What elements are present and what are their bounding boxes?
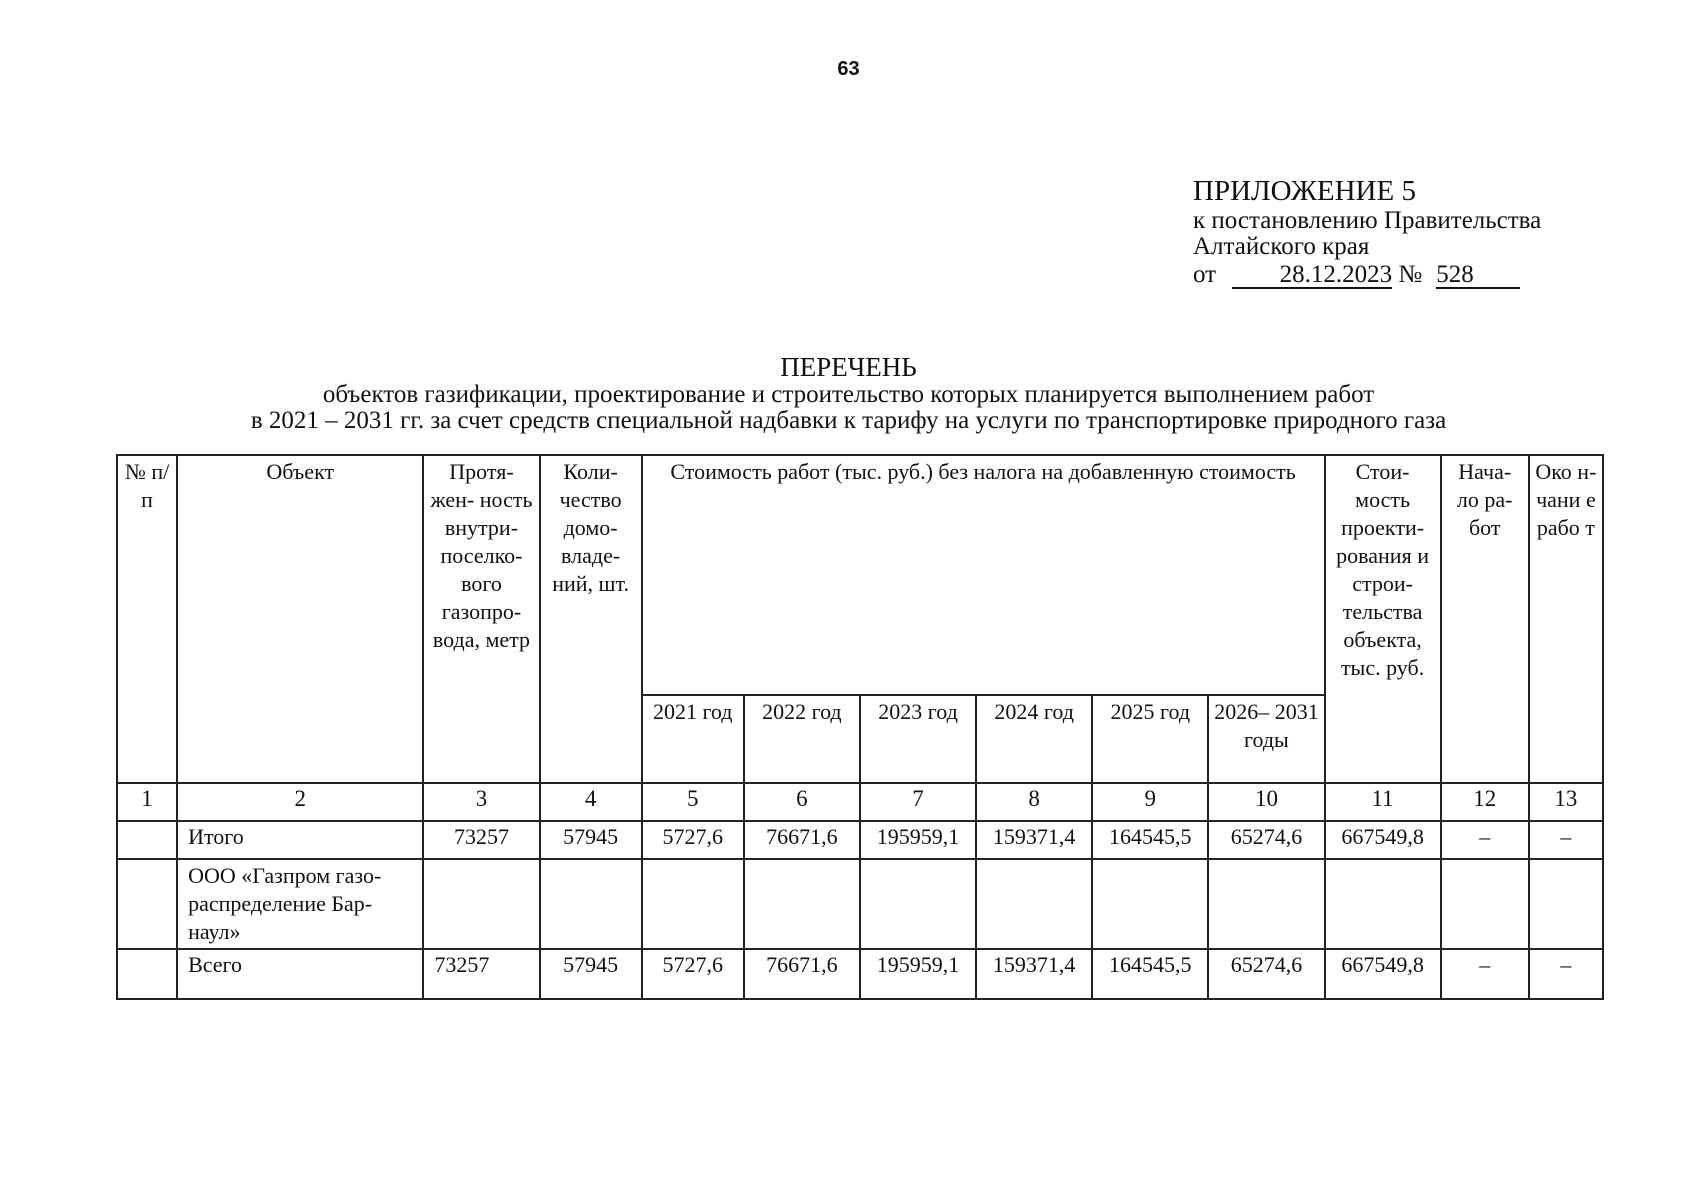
header-num: № п/п (117, 455, 177, 783)
cell-total (1325, 859, 1441, 949)
column-number: 3 (423, 783, 539, 821)
cell-2026-2031: 65274,6 (1208, 821, 1324, 859)
header-year-2025: 2025 год (1092, 695, 1208, 783)
cell-num (117, 949, 177, 999)
column-number: 7 (860, 783, 976, 821)
document-heading (0, 352, 1697, 434)
cell-num (117, 821, 177, 859)
column-number: 1 (117, 783, 177, 821)
decree-number: 528 (1436, 263, 1520, 289)
appendix-line-2: Алтайского края (1193, 233, 1370, 260)
column-number: 5 (642, 783, 744, 821)
number-label: № (1398, 261, 1423, 288)
cell-2022 (744, 859, 860, 949)
column-number: 9 (1092, 783, 1208, 821)
cell-2023 (860, 859, 976, 949)
table-row-itogo (117, 821, 1603, 859)
cell-end: – (1529, 949, 1603, 999)
page-number: 63 (837, 58, 860, 80)
header-object: Объект (177, 455, 423, 783)
appendix-block (1193, 174, 1613, 289)
column-number: 10 (1208, 783, 1324, 821)
cell-households (540, 859, 642, 949)
cell-2022: 76671,6 (744, 821, 860, 859)
cell-length: 73257 (423, 821, 539, 859)
header-year-2026-2031: 2026– 2031 годы (1208, 695, 1324, 783)
cell-2026-2031 (1208, 859, 1324, 949)
cell-end: – (1529, 821, 1603, 859)
cell-object: ООО «Газпром газо- распределение Бар- наул» (177, 859, 423, 949)
column-number: 4 (540, 783, 642, 821)
cell-2021: 5727,6 (642, 949, 744, 999)
column-number: 6 (744, 783, 860, 821)
cell-2024 (976, 859, 1092, 949)
appendix-date-row (1193, 262, 1613, 289)
header-start: Нача- ло ра- бот (1441, 455, 1529, 783)
appendix-line-1: к постановлению Правительства (1193, 207, 1542, 234)
heading-line-2: в 2021 – 2031 гг. за счет средств специальной надбавки к тарифу на услуги по транспортировке природного газа (250, 407, 1447, 434)
header-total-cost: Стои- мость проекти- рования и строи- тельства объекта, тыс. руб. (1325, 455, 1441, 783)
header-end: Око н- чани е рабо т (1529, 455, 1603, 783)
header-households: Коли- чество домо- владе- ний, шт. (540, 455, 642, 783)
table-row-organization (117, 859, 1603, 949)
cell-start: – (1441, 821, 1529, 859)
column-number: 13 (1529, 783, 1603, 821)
cell-2026-2031: 65274,6 (1208, 949, 1324, 999)
cell-2025: 164545,5 (1092, 949, 1208, 999)
column-number: 2 (177, 783, 423, 821)
header-year-2022: 2022 год (744, 695, 860, 783)
cell-start (1441, 859, 1529, 949)
header-length: Протя- жен- ность внутри- поселко- вого газопро- вода, метр (423, 455, 539, 783)
decree-date: 28.12.2023 (1232, 263, 1392, 289)
cell-2021 (642, 859, 744, 949)
cell-2023: 195959,1 (860, 821, 976, 859)
cell-2025 (1092, 859, 1208, 949)
column-number: 8 (976, 783, 1092, 821)
cell-households: 57945 (540, 949, 642, 999)
cell-2022: 76671,6 (744, 949, 860, 999)
cell-2025: 164545,5 (1092, 821, 1208, 859)
table-row-vsego (117, 949, 1603, 999)
header-year-2021: 2021 год (642, 695, 744, 783)
header-year-2023: 2023 год (860, 695, 976, 783)
cell-length (423, 859, 539, 949)
appendix-title: ПРИЛОЖЕНИЕ 5 (1193, 175, 1416, 207)
column-number-row (117, 783, 1603, 821)
column-number: 11 (1325, 783, 1441, 821)
cell-num (117, 859, 177, 949)
cell-2021: 5727,6 (642, 821, 744, 859)
header-cost-group: Стоимость работ (тыс. руб.) без налога на добавленную стоимость (642, 455, 1325, 695)
cell-object: Итого (177, 821, 423, 859)
heading-title: ПЕРЕЧЕНЬ (780, 352, 917, 382)
column-number: 12 (1441, 783, 1529, 821)
header-year-2024: 2024 год (976, 695, 1092, 783)
from-label: от (1193, 261, 1217, 288)
cell-total: 667549,8 (1325, 949, 1441, 999)
cell-2023: 195959,1 (860, 949, 976, 999)
cell-end (1529, 859, 1603, 949)
heading-line-1: объектов газификации, проектирование и строительство которых планируется выполнением работ (322, 381, 1375, 408)
cell-object: Всего (177, 949, 423, 999)
cell-2024: 159371,4 (976, 821, 1092, 859)
cell-households: 57945 (540, 821, 642, 859)
gasification-objects-table (116, 454, 1604, 1000)
cell-length: 73257 (423, 949, 539, 999)
cell-2024: 159371,4 (976, 949, 1092, 999)
cell-start: – (1441, 949, 1529, 999)
cell-total: 667549,8 (1325, 821, 1441, 859)
